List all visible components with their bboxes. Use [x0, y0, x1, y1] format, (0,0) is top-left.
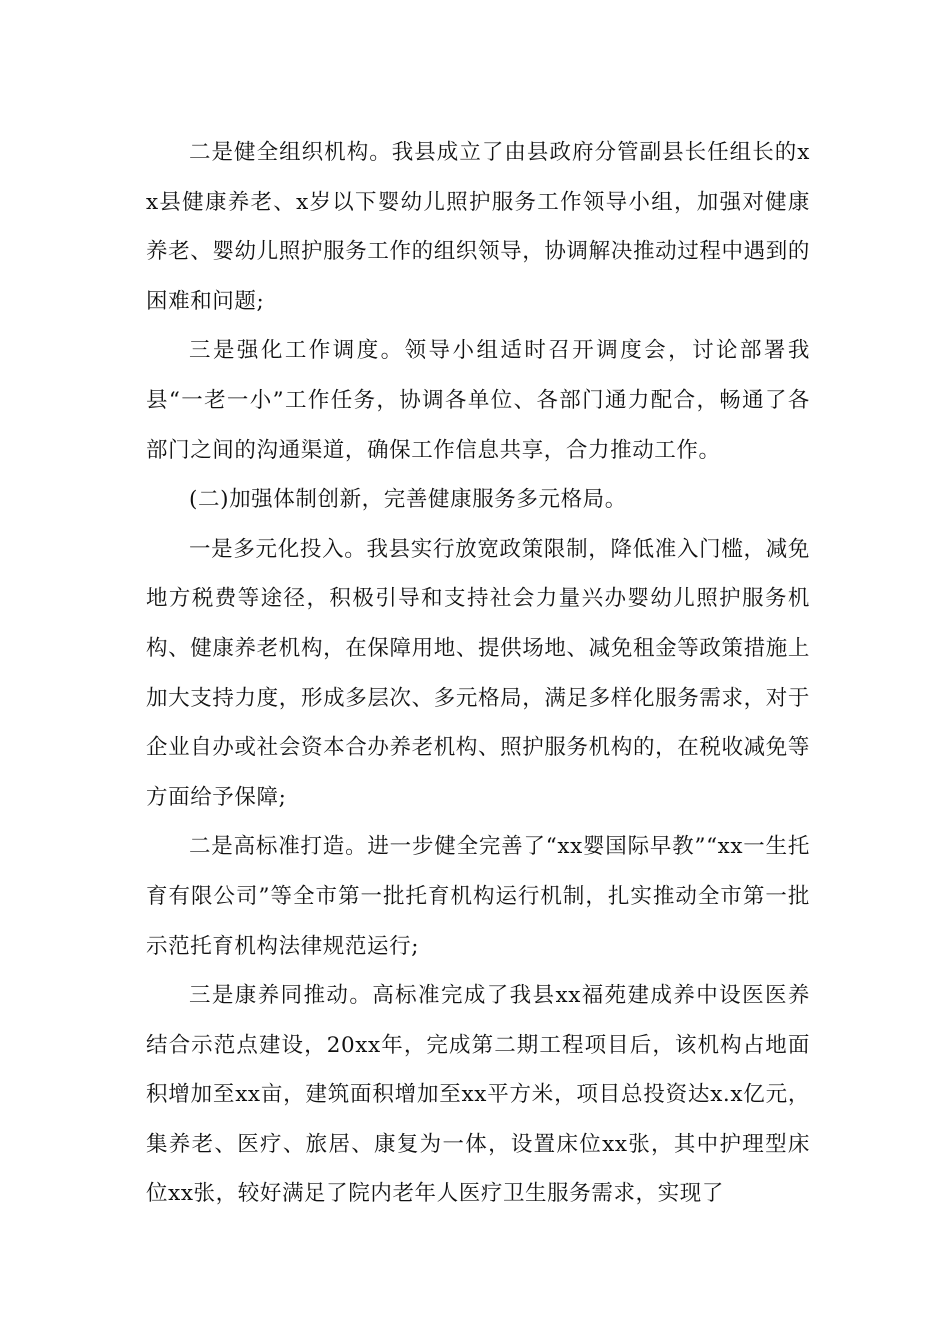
- paragraph-investment: 一是多元化投入。我县实行放宽政策限制，降低准入门槛，减免地方税费等途径，积极引导和支持社会力量兴办婴幼儿照护服务机构、健康养老机构，在保障用地、提供场地、减免租金等政策措施上加大支持力度，形成多层次、多元格局，满足多样化服务需求，对于企业自办或社会资本合办养老机构、照护服务机构的，在税收减免等方面给予保障;: [146, 536, 810, 810]
- document-body: [146, 128, 810, 1219]
- paragraph-high-standard: 二是高标准打造。进一步健全完善了“xx婴国际早教”“xx一生托育有限公司”等全市第一批托育机构运行机制，扎实推动全市第一批示范托育机构法律规范运行;: [146, 834, 810, 959]
- paragraph-scheduling: 三是强化工作调度。领导小组适时召开调度会，讨论部署我县“一老一小”工作任务，协调各单位、各部门通力配合，畅通了各部门之间的沟通渠道，确保工作信息共享，合力推动工作。: [146, 338, 810, 463]
- paragraph-health-care: 三是康养同推动。高标准完成了我县xx福苑建成养中设医医养结合示范点建设，20xx年，完成第二期工程项目后，该机构占地面积增加至xx亩，建筑面积增加至xx平方米，项目总投资达x.x亿元，集养老、医疗、旅居、康复为一体，设置床位xx张，其中护理型床位xx张，较好满足了院内老年人医疗卫生服务需求，实现了: [146, 983, 810, 1207]
- paragraph-organization: 二是健全组织机构。我县成立了由县政府分管副县长任组长的xx县健康养老、x岁以下婴幼儿照护服务工作领导小组，加强对健康养老、婴幼儿照护服务工作的组织领导，协调解决推动过程中遇到的困难和问题;: [146, 140, 810, 314]
- section-heading-innovation: (二)加强体制创新，完善健康服务多元格局。: [189, 487, 627, 513]
